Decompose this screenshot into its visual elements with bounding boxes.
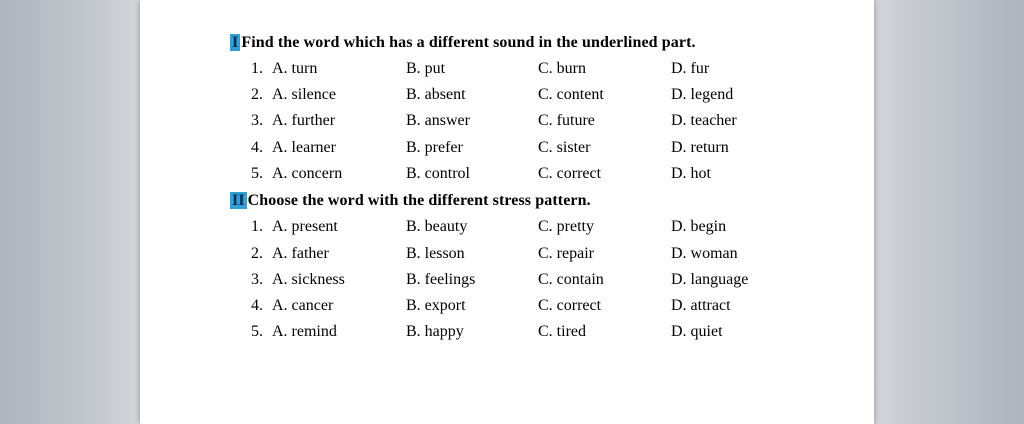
question-number: 1. <box>251 60 263 77</box>
option-d: D. hot <box>671 165 711 182</box>
option-d: D. teacher <box>671 112 737 129</box>
option-c: C. correct <box>538 165 602 182</box>
section-1-heading <box>230 34 696 52</box>
option-a: A. sickness <box>272 271 345 288</box>
option-a: A. father <box>272 245 329 262</box>
question-row <box>140 245 874 267</box>
option-b: B. put <box>406 60 446 77</box>
option-c: C. correct <box>538 297 602 314</box>
option-c: C. repair <box>538 245 594 262</box>
option-c: C. tired <box>538 323 586 340</box>
section-2-title: Choose the word with the different stress pattern. <box>247 192 591 209</box>
question-row <box>140 60 874 82</box>
option-a: A. remind <box>272 323 337 340</box>
question-row <box>140 86 874 108</box>
option-d: D. quiet <box>671 323 723 340</box>
option-b: B. prefer <box>406 139 463 156</box>
option-c: C. contain <box>538 271 604 288</box>
question-number: 1. <box>251 218 263 235</box>
option-c: C. pretty <box>538 218 594 235</box>
option-b: B. answer <box>406 112 470 129</box>
option-c: C. burn <box>538 60 586 77</box>
section-2-heading <box>230 192 591 210</box>
question-row <box>140 139 874 161</box>
question-row <box>140 323 874 345</box>
option-b: B. beauty <box>406 218 468 235</box>
option-d: D. begin <box>671 218 727 235</box>
option-a: A. present <box>272 218 338 235</box>
question-number: 5. <box>251 323 263 340</box>
option-d: D. woman <box>671 245 738 262</box>
question-number: 5. <box>251 165 263 182</box>
option-b: B. export <box>406 297 466 314</box>
option-b: B. feelings <box>406 271 476 288</box>
option-d: D. language <box>671 271 749 288</box>
question-row <box>140 112 874 134</box>
question-row <box>140 297 874 319</box>
option-b: B. lesson <box>406 245 465 262</box>
question-number: 2. <box>251 245 263 262</box>
workspace-right <box>874 0 1024 424</box>
question-number: 3. <box>251 271 263 288</box>
option-c: C. sister <box>538 139 591 156</box>
option-b: B. control <box>406 165 470 182</box>
option-c: C. content <box>538 86 604 103</box>
question-number: 4. <box>251 139 263 156</box>
option-a: A. further <box>272 112 336 129</box>
option-b: B. absent <box>406 86 466 103</box>
question-number: 2. <box>251 86 263 103</box>
section-1-number: I <box>232 34 239 51</box>
document-page <box>140 0 874 424</box>
option-a: A. cancer <box>272 297 334 314</box>
question-row <box>140 165 874 187</box>
option-c: C. future <box>538 112 595 129</box>
option-d: D. attract <box>671 297 731 314</box>
option-a: A. learner <box>272 139 336 156</box>
section-1-title: Find the word which has a different sound in the underlined part. <box>241 34 696 51</box>
option-a: A. silence <box>272 86 336 103</box>
section-2-number: II <box>232 192 245 209</box>
option-a: A. concern <box>272 165 343 182</box>
option-b: B. happy <box>406 323 464 340</box>
question-row <box>140 218 874 240</box>
question-row <box>140 271 874 293</box>
option-d: D. return <box>671 139 729 156</box>
workspace-left <box>0 0 140 424</box>
option-d: D. legend <box>671 86 734 103</box>
question-number: 4. <box>251 297 263 314</box>
option-d: D. fur <box>671 60 710 77</box>
option-a: A. turn <box>272 60 318 77</box>
question-number: 3. <box>251 112 263 129</box>
